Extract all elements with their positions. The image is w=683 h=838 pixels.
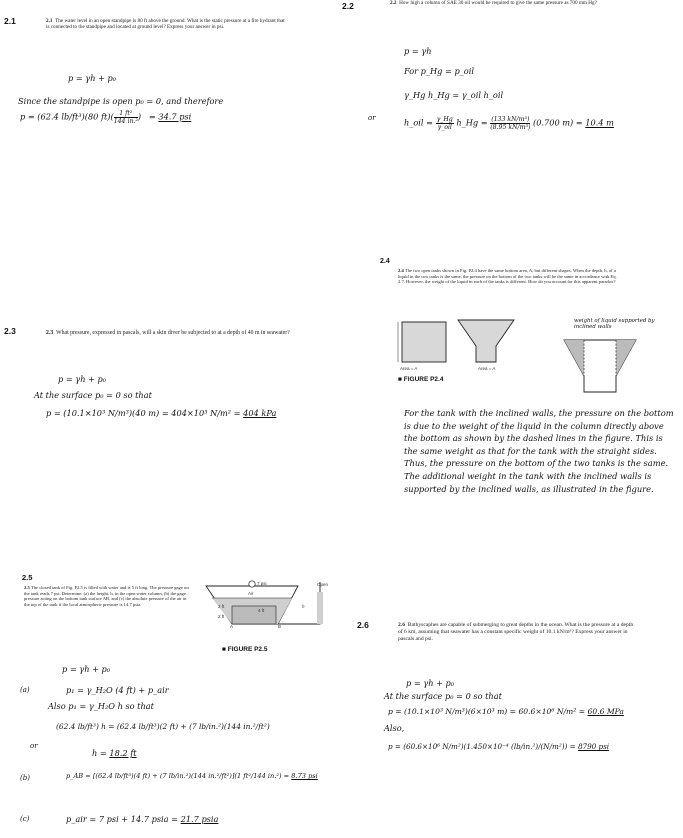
problem-statement-2-6 (398, 622, 638, 642)
equation-2-6-a: p = γh + p₀ (406, 678, 455, 688)
equation-2-2-c: γ_Hg h_Hg = γ_oil h_oil (404, 90, 504, 100)
problem-number-2-6: 2.6 (357, 620, 369, 630)
numerator: (133 kN/m³) (491, 116, 530, 123)
eq-part: p_air = 7 psi + 14.7 psia = (66, 814, 178, 824)
answer-2-5-c: 21.7 psia (180, 814, 219, 824)
numerator: 1 ft² (114, 110, 138, 118)
sketch-annotation: weight of liquid supported by inclined walls (574, 318, 655, 330)
answer-2-1: 34.7 psi (158, 111, 192, 122)
explanation-2-4: For the tank with the inclined walls, the pressure on the bottom is due to the weight of the liquid in the column directly above the bottom as shown by the dashed lines in the figure. This is the same weight as that for the tank with the straight sides. Thus, the pressure on the bottom of the two tanks is the same. The additional weight in the tank with the inclined walls is supported by the inclined walls, as illustrated in the figure. (404, 408, 674, 494)
answer-2-5-b: 8.73 psi (291, 772, 318, 780)
label-h: h (302, 604, 305, 609)
equation-2-3-a: p = γh + p₀ (58, 374, 107, 384)
label-2ft-a: 2 ft (218, 604, 225, 609)
equation-2-1-c (20, 110, 191, 125)
label-4ft: 4 ft (258, 608, 265, 613)
equation-2-5-b: p₁ = γ_H₂O (4 ft) + p_air (66, 685, 169, 695)
fraction (490, 116, 530, 131)
numerator: γ_Hg (436, 116, 453, 123)
label-B: B (278, 624, 282, 629)
label-A: A (230, 624, 234, 629)
equation-2-6-c (388, 707, 624, 716)
also-2-6: Also, (384, 723, 405, 733)
eq-part: p = (10.1×10³ N/m³)(40 m) = 404×10³ N/m² = (46, 408, 241, 418)
line-2-3-b: At the surface p₀ = 0 so that (34, 390, 152, 400)
area-label-1: Area = A (400, 366, 418, 371)
problem-number-2-3: 2.3 (4, 326, 16, 336)
label-open: Open (317, 582, 329, 587)
part-c-label: (c) (20, 815, 30, 823)
eq-part: ) (137, 111, 142, 122)
eq-part: h_Hg = (456, 117, 488, 128)
statement-text: What pressure, expressed in pascals, will a skin diver be subjected to at a depth of 40 m in seawater? (56, 330, 290, 336)
problem-statement-2-1 (46, 18, 286, 30)
inclined-tank (458, 320, 514, 362)
statement-number: 2.3 (46, 330, 54, 336)
eq-part: p_AB = [(62.4 lb/ft³)(4 ft) + (7 lb/in.²)(144 in.²/ft²)](1 ft²/144 in.²) = (66, 772, 290, 780)
denominator: γ_oil (437, 124, 452, 131)
equation-2-5-d: (62.4 lb/ft³) h = (62.4 lb/ft³)(2 ft) + (7 lb/in.²)(144 in.²/ft²) (56, 722, 270, 731)
equation-2-5-g (66, 814, 218, 824)
fraction (436, 116, 454, 131)
area-label-2: Area = A (478, 366, 496, 371)
eq-part: p = (10.1×10³ N/m³)(6×10³ m) = 60.6×10⁶ N/m² = (388, 707, 586, 716)
problem-number-2-1: 2.1 (4, 16, 16, 26)
problem-statement-2-2 (390, 0, 625, 6)
equation-2-6-d (388, 742, 609, 751)
problem-statement-2-5 (24, 585, 190, 607)
equation-2-2-d (404, 116, 614, 131)
equation-2-2-a: p = γh (404, 46, 432, 56)
statement-text: The two open tanks shown in Fig. P2.4 have the same bottom area, A, but different shapes. When the depth, h, of a liquid in the two tanks is the same, the pressure on the bottom of the two tanks will be the same in accordance with Eq. 2.7. However, the weight of the liquid in each of the tanks is different. How do you account for this apparent paradox? (398, 268, 617, 285)
or-2-5: or (30, 742, 38, 750)
equation-2-3-c (46, 408, 276, 418)
line-2-2-b: For p_Hg = p_oil (404, 66, 474, 76)
problem-number-2-4: 2.4 (380, 258, 390, 265)
straight-tank (402, 322, 446, 362)
line-2-6-b: At the surface p₀ = 0 so that (384, 691, 502, 701)
line-2-5-c: Also p₁ = γ_H₂O h so that (48, 701, 154, 711)
equals: = (148, 111, 156, 122)
denominator: 144 in.² (113, 118, 138, 125)
statement-text: The water level in an open standpipe is 80 ft above the ground. What is the static pressure at a fire hydrant that is connected to the standpipe and located at ground level? Express your answer in psi. (46, 18, 285, 31)
statement-text: The closed tank of Fig. P2.5 is filled with water and is 5 ft long. The pressure gage on the tank reads 7 psi. Determine: (a) the height, h, in the open water column, (b) the gage pressure acting on the bottom tank surface AB, and (c) the absolute pressure of the air in the top of the tank if the local atmospheric pressure is 14.7 psia. (24, 585, 189, 607)
part-a-label: (a) (20, 686, 30, 694)
statement-number: 2.4 (398, 268, 404, 273)
statement-number: 2.2 (390, 0, 397, 6)
label-air: Air (248, 591, 254, 596)
statement-text: How high a column of SAE 30 oil would be required to give the same pressure as 700 mm Hg? (399, 0, 597, 6)
answer-2-2: 10.4 m (585, 117, 614, 128)
answer-2-6-a: 60.6 MPa (587, 707, 624, 716)
eq-part: p = (60.6×10⁶ N/m²)(1.450×10⁻⁴ (lb/in.²)/(N/m²)) = (388, 742, 576, 751)
equation-2-1-a: p = γh + p₀ (68, 73, 117, 83)
statement-number: 2.5 (24, 585, 30, 590)
statement-number: 2.6 (398, 622, 405, 628)
figure-caption-p2-5: ■ FIGURE P2.5 (222, 646, 268, 653)
statement-number: 2.1 (46, 18, 53, 24)
problem-number-2-5: 2.5 (22, 573, 33, 582)
pressure-gage (249, 581, 255, 587)
eq-part: (0.700 m) = (533, 117, 583, 128)
label-2ft-b: 2 ft (218, 614, 225, 619)
eq-part: h = (92, 748, 107, 758)
denominator: (8.95 kN/m³) (490, 124, 531, 131)
figure-caption-p2-4: ■ FIGURE P2.4 (398, 376, 444, 383)
label-gage: 7 psi (257, 581, 267, 586)
problem-number-2-2: 2.2 (342, 1, 354, 11)
answer-2-3: 404 kPa (243, 408, 277, 418)
or-2-2: or (368, 114, 376, 122)
tube-water (317, 592, 323, 624)
equation-2-5-e (92, 748, 137, 758)
bottom-section (232, 606, 276, 624)
statement-text: Bathyscaphes are capable of submerging to great depths in the ocean. What is the pressure at a depth of 6 km, assuming that seawater has a constant specific weight of 10.1 kN/m³? Express your answer in pascals and psi. (398, 622, 634, 642)
part-b-label: (b) (20, 774, 30, 782)
eq-part: p = (62.4 lb/ft³)(80 ft)( (20, 111, 114, 122)
eq-part: h_oil = (404, 117, 433, 128)
inclined-wall-sketch (560, 336, 640, 396)
answer-2-6-b: 8790 psi (577, 742, 610, 751)
equation-2-5-a: p = γh + p₀ (62, 664, 111, 674)
line-2-1-b: Since the standpipe is open p₀ = 0, and therefore (18, 96, 224, 106)
answer-2-5-a: 18.2 ft (109, 748, 137, 758)
problem-statement-2-4 (398, 268, 623, 285)
problem-statement-2-3 (46, 330, 296, 337)
fraction (114, 110, 138, 125)
equation-2-5-f (66, 772, 318, 780)
